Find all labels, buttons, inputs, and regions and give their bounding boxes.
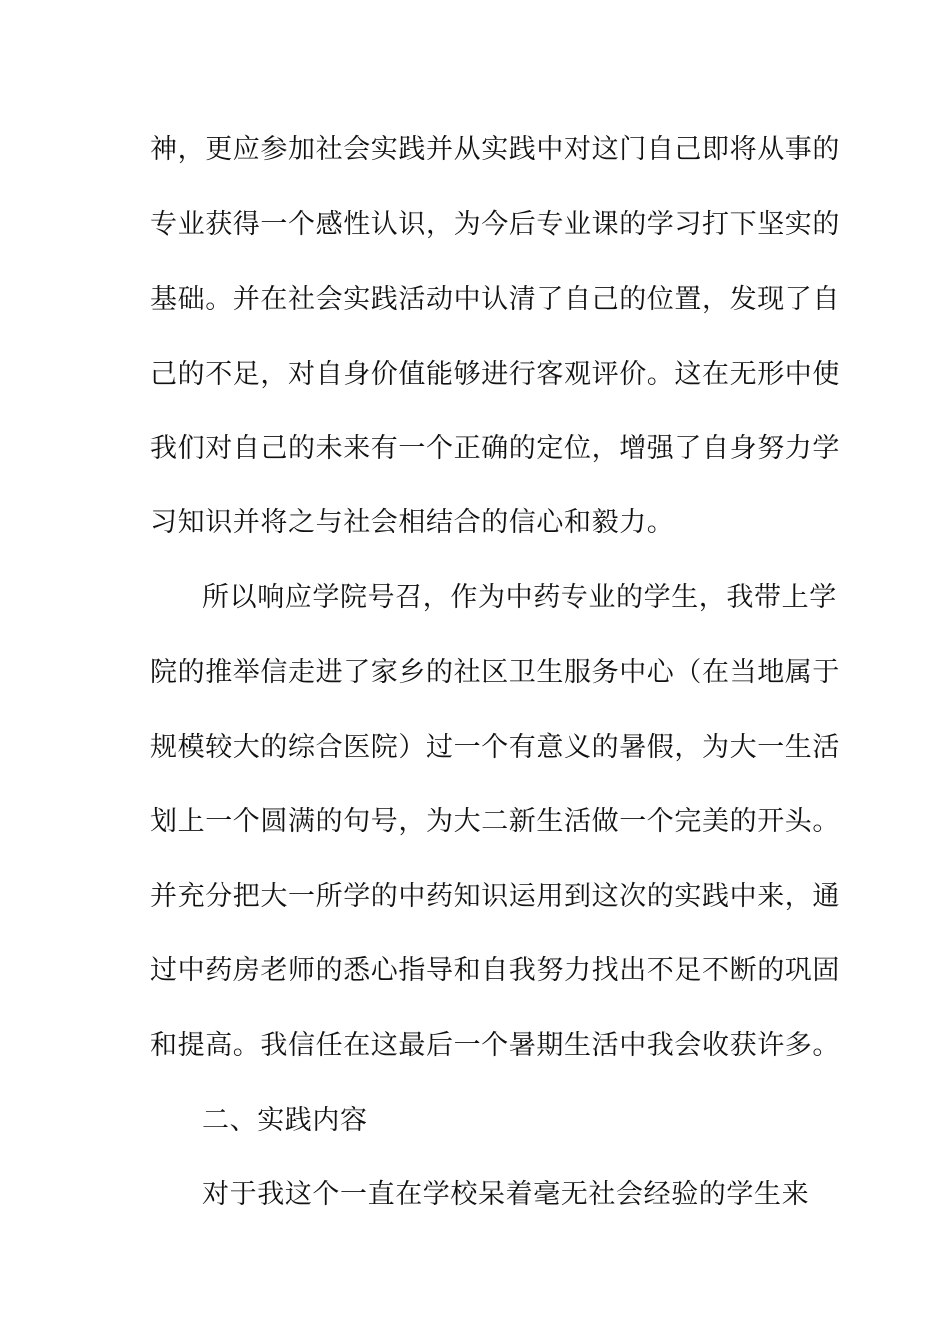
paragraph-line: 并充分把大一所学的中药知识运用到这次的实践中来，通 [150, 881, 840, 912]
paragraph-line: 基础。并在社会实践活动中认清了自己的位置，发现了自 [150, 284, 840, 315]
paragraph-line: 院的推举信走进了家乡的社区卫生服务中心（在当地属于 [150, 657, 840, 688]
paragraph-line: 规模较大的综合医院）过一个有意义的暑假，为大一生活 [150, 732, 840, 763]
paragraph-line: 和提高。我信任在这最后一个暑期生活中我会收获许多。 [150, 1030, 840, 1061]
paragraph-line: 过中药房老师的悉心指导和自我努力找出不足不断的巩固 [150, 955, 840, 986]
paragraph-line: 习知识并将之与社会相结合的信心和毅力。 [150, 507, 675, 538]
paragraph-line: 我们对自己的未来有一个正确的定位，增强了自身努力学 [150, 433, 840, 464]
section-heading: 二、实践内容 [202, 1105, 368, 1136]
paragraph-line: 己的不足，对自身价值能够进行客观评价。这在无形中使 [150, 359, 840, 390]
paragraph-line: 神，更应参加社会实践并从实践中对这门自己即将从事的 [150, 134, 840, 165]
paragraph-line: 专业获得一个感性认识，为今后专业课的学习打下坚实的 [150, 209, 840, 240]
paragraph-line: 对于我这个一直在学校呆着毫无社会经验的学生来 [202, 1179, 810, 1210]
paragraph-line: 所以响应学院号召，作为中药专业的学生，我带上学 [202, 582, 837, 613]
paragraph-line: 划上一个圆满的句号，为大二新生活做一个完美的开头。 [150, 806, 840, 837]
